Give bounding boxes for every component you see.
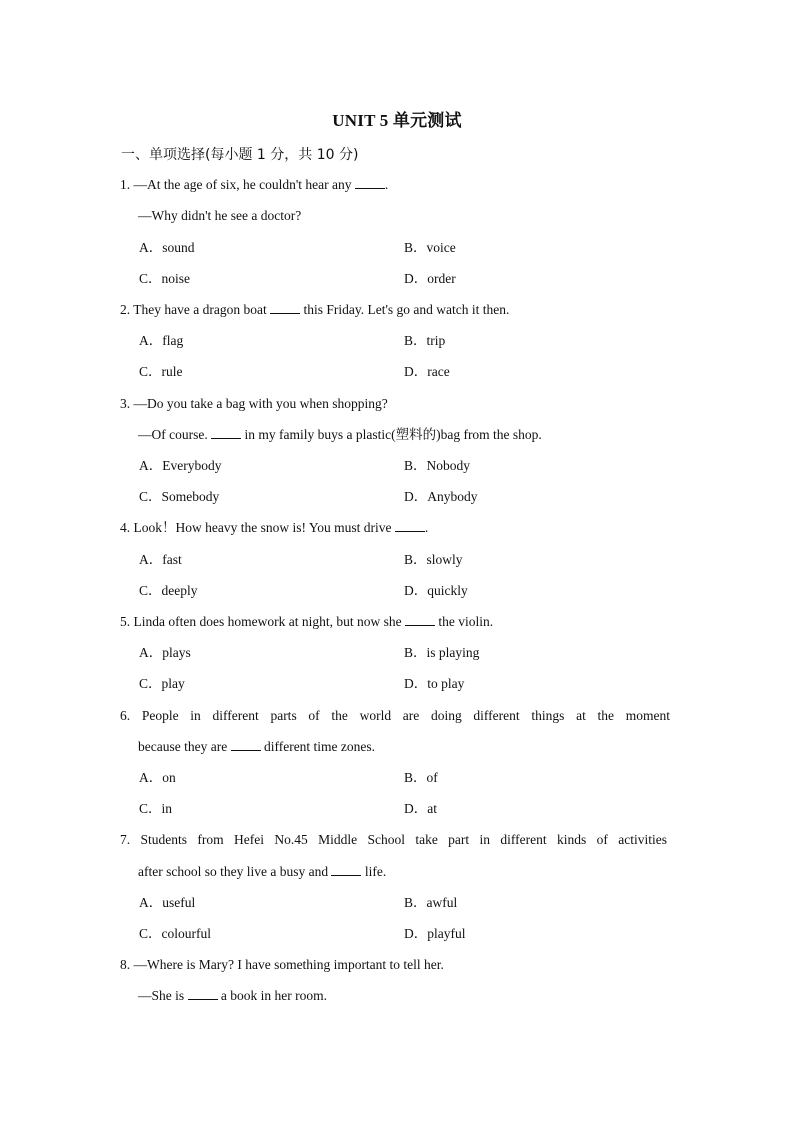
question-6-option-b: B．of (404, 770, 438, 785)
question-2-option-d: D．race (404, 364, 450, 379)
question-1-option-b: B．voice (404, 240, 456, 255)
question-3-option-d: D．Anybody (404, 489, 478, 504)
question-1-option-a: A．sound (139, 240, 195, 255)
question-3-option-c: C．Somebody (139, 489, 220, 504)
question-8-stem: 8. —Where is Mary? I have something important to tell her. (120, 957, 444, 972)
question-7-option-b: B．awful (404, 895, 458, 910)
question-4-stem: 4. Look！How heavy the snow is! You must drive . (120, 520, 429, 535)
answer-blank (331, 862, 361, 876)
question-4-option-b: B．slowly (404, 552, 463, 567)
question-1-stem: 1. —At the age of six, he couldn't hear any . (120, 177, 389, 192)
question-3-option-b: B．Nobody (404, 458, 471, 473)
question-7-stem: 7. Students from Hefei No.45 Middle School take part in different kinds of activities (120, 832, 667, 847)
question-1-reply: —Why didn't he see a doctor? (138, 208, 302, 223)
question-6-option-d: D．at (404, 801, 437, 816)
answer-blank (270, 300, 300, 314)
answer-blank (231, 737, 261, 751)
answer-blank (188, 986, 218, 1000)
answer-blank (355, 175, 385, 189)
question-7-option-a: A．useful (139, 895, 196, 910)
question-6-option-a: A．on (139, 770, 176, 785)
question-3-reply: —Of course. in my family buys a plastic(塑料的)bag from the shop. (138, 427, 542, 442)
question-3-stem: 3. —Do you take a bag with you when shopping? (120, 396, 388, 411)
question-2-option-b: B．trip (404, 333, 446, 348)
answer-blank (211, 425, 241, 439)
question-6-stem: 6. People in different parts of the world are doing different things at the moment (120, 708, 670, 723)
section-heading: 一、单项选择(每小题 1 分，共 10 分) (121, 147, 359, 163)
question-5-option-d: D．to play (404, 676, 465, 691)
question-7-option-c: C．colourful (139, 926, 211, 941)
question-7-option-d: D．playful (404, 926, 466, 941)
answer-blank (395, 518, 425, 532)
question-2-option-c: C．rule (139, 364, 183, 379)
question-1-option-d: D．order (404, 271, 456, 286)
question-6-option-c: C．in (139, 801, 173, 816)
question-7-continuation: after school so they live a busy and life. (138, 864, 387, 879)
question-5-option-b: B．is playing (404, 645, 480, 660)
question-4-option-d: D．quickly (404, 583, 468, 598)
answer-blank (405, 612, 435, 626)
question-6-continuation: because they are different time zones. (138, 739, 376, 754)
question-5-stem: 5. Linda often does homework at night, but now she the violin. (120, 614, 494, 629)
question-5-option-c: C．play (139, 676, 185, 691)
question-2-option-a: A．flag (139, 333, 184, 348)
question-2-stem: 2. They have a dragon boat this Friday. Let's go and watch it then. (120, 302, 510, 317)
question-4-option-a: A．fast (139, 552, 182, 567)
question-8-reply: —She is a book in her room. (138, 988, 327, 1003)
question-3-option-a: A．Everybody (139, 458, 222, 473)
page-title: UNIT 5 单元测试 (332, 111, 462, 130)
question-4-option-c: C．deeply (139, 583, 198, 598)
question-1-option-c: C．noise (139, 271, 191, 286)
question-5-option-a: A．plays (139, 645, 191, 660)
